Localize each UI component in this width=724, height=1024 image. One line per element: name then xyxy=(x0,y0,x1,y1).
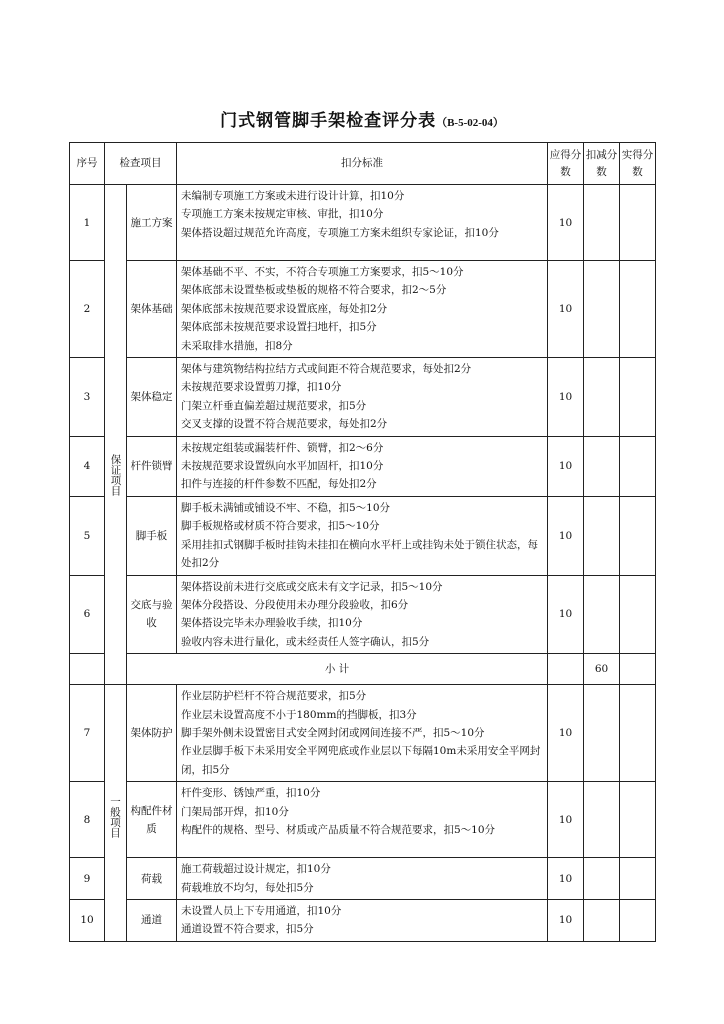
deduct-cell[interactable] xyxy=(584,858,620,900)
subtotal-standard xyxy=(548,654,584,685)
row-score: 10 xyxy=(548,782,584,858)
row-item: 架体基础 xyxy=(127,261,177,358)
row-standard: 架体与建筑物结构拉结方式或间距不符合规范要求，每处扣2分 未按规范要求设置剪刀撑，扣10分 门架立杆垂直偏差超过规范要求，扣5分 交叉支撑的设置不符合规范要求，每处扣2分 xyxy=(177,358,548,437)
row-score: 10 xyxy=(548,261,584,358)
actual-cell[interactable] xyxy=(620,685,656,782)
actual-cell[interactable] xyxy=(620,358,656,437)
table-row xyxy=(70,358,656,437)
actual-cell[interactable] xyxy=(620,185,656,261)
row-standard: 脚手板未满铺或铺设不牢、不稳，扣5～10分 脚手板规格或材质不符合要求，扣5～10分 采用挂扣式钢脚手板时挂钩未挂扣在横向水平杆上或挂钩未处于锁住状态，每处扣2分 xyxy=(177,496,548,575)
row-no: 6 xyxy=(70,575,105,654)
row-item: 脚手板 xyxy=(127,496,177,575)
subtotal-label: 小 计 xyxy=(127,654,548,685)
actual-cell[interactable] xyxy=(620,436,656,496)
row-standard: 未设置人员上下专用通道，扣10分 通道设置不符合要求，扣5分 xyxy=(177,899,548,941)
row-standard: 架体基础不平、不实，不符合专项施工方案要求，扣5～10分 架体底部未设置垫板或垫板的规格不符合要求，扣2～5分 架体底部未按规范要求设置底座，每处扣2分 架体底部未按规范要求设置扫地杆，扣5分 未采取排水措施，扣8分 xyxy=(177,261,548,358)
row-item: 构配件材质 xyxy=(127,782,177,858)
row-no: 7 xyxy=(70,685,105,782)
row-standard: 架体搭设前未进行交底或交底未有文字记录，扣5～10分 架体分段搭设、分段使用未办理分段验收，扣6分 架体搭设完毕未办理验收手续，扣10分 验收内容未进行量化，或未经责任人签字确认，扣5分 xyxy=(177,575,548,654)
header-seq: 序号 xyxy=(70,143,105,185)
table-row xyxy=(70,436,656,496)
deduct-cell[interactable] xyxy=(584,575,620,654)
deduct-cell[interactable] xyxy=(584,261,620,358)
row-standard: 未编制专项施工方案或未进行设计计算，扣10分 专项施工方案未按规定审核、审批，扣10分 架体搭设超过规范允许高度，专项施工方案未组织专家论证，扣10分 xyxy=(177,185,548,261)
row-item: 施工方案 xyxy=(127,185,177,261)
row-score: 10 xyxy=(548,358,584,437)
deduct-cell[interactable] xyxy=(584,782,620,858)
deduct-cell[interactable] xyxy=(584,358,620,437)
actual-cell[interactable] xyxy=(620,261,656,358)
group-guarantee-label: 保证项目 xyxy=(105,185,127,685)
group-general-label: 一般项目 xyxy=(105,685,127,942)
table-row xyxy=(70,185,656,261)
header-item: 检查项目 xyxy=(105,143,177,185)
deduct-cell[interactable] xyxy=(584,436,620,496)
row-item: 荷载 xyxy=(127,858,177,900)
table-row xyxy=(70,858,656,900)
row-score: 10 xyxy=(548,575,584,654)
subtotal-no xyxy=(70,654,105,685)
row-item: 架体防护 xyxy=(127,685,177,782)
deduct-cell[interactable] xyxy=(620,654,656,685)
table-row xyxy=(70,782,656,858)
subtotal-row xyxy=(70,654,656,685)
subtotal-score: 60 xyxy=(584,654,620,685)
title-text: 门式钢管脚手架检查评分表 xyxy=(220,111,437,131)
row-score: 10 xyxy=(548,685,584,782)
actual-cell[interactable] xyxy=(620,575,656,654)
row-no: 3 xyxy=(70,358,105,437)
row-item: 架体稳定 xyxy=(127,358,177,437)
header-standard: 扣分标准 xyxy=(177,143,548,185)
table-row xyxy=(70,899,656,941)
row-standard: 施工荷载超过设计规定，扣10分 荷载堆放不均匀，每处扣5分 xyxy=(177,858,548,900)
row-item: 交底与验收 xyxy=(127,575,177,654)
row-standard: 杆件变形、锈蚀严重，扣10分 门架局部开焊，扣10分 构配件的规格、型号、材质或产品质量不符合规范要求，扣5～10分 xyxy=(177,782,548,858)
row-item: 杆件锁臂 xyxy=(127,436,177,496)
table-row xyxy=(70,685,656,782)
header-should: 应得分数 xyxy=(548,143,584,185)
form-code: （B-5-02-04） xyxy=(436,117,504,129)
deduct-cell[interactable] xyxy=(584,185,620,261)
document-title xyxy=(0,106,724,131)
actual-cell[interactable] xyxy=(620,782,656,858)
row-no: 4 xyxy=(70,436,105,496)
table-row xyxy=(70,261,656,358)
row-no: 1 xyxy=(70,185,105,261)
row-no: 9 xyxy=(70,858,105,900)
row-item: 通道 xyxy=(127,899,177,941)
row-no: 10 xyxy=(70,899,105,941)
row-no: 5 xyxy=(70,496,105,575)
table-row xyxy=(70,575,656,654)
row-score: 10 xyxy=(548,899,584,941)
deduct-cell[interactable] xyxy=(584,899,620,941)
row-standard: 未按规定组装或漏装杆件、锁臂，扣2～6分 未按规范要求设置纵向水平加固杆，扣10分 扣件与连接的杆件参数不匹配，每处扣2分 xyxy=(177,436,548,496)
actual-cell[interactable] xyxy=(620,858,656,900)
inspection-table xyxy=(69,142,656,942)
header-row xyxy=(70,143,656,185)
table-row xyxy=(70,496,656,575)
header-deduct: 扣减分数 xyxy=(584,143,620,185)
actual-cell[interactable] xyxy=(620,496,656,575)
actual-cell[interactable] xyxy=(620,899,656,941)
row-score: 10 xyxy=(548,185,584,261)
header-actual: 实得分数 xyxy=(620,143,656,185)
row-score: 10 xyxy=(548,858,584,900)
deduct-cell[interactable] xyxy=(584,496,620,575)
deduct-cell[interactable] xyxy=(584,685,620,782)
row-score: 10 xyxy=(548,496,584,575)
row-no: 8 xyxy=(70,782,105,858)
row-standard: 作业层防护栏杆不符合规范要求，扣5分 作业层未设置高度不小于180mm的挡脚板，扣3分 脚手架外侧未设置密目式安全网封闭或网间连接不严，扣5～10分 作业层脚手板下未采用安全平网兜底或作业层以下每隔10m未采用安全平网封闭，扣5分 xyxy=(177,685,548,782)
row-no: 2 xyxy=(70,261,105,358)
row-score: 10 xyxy=(548,436,584,496)
